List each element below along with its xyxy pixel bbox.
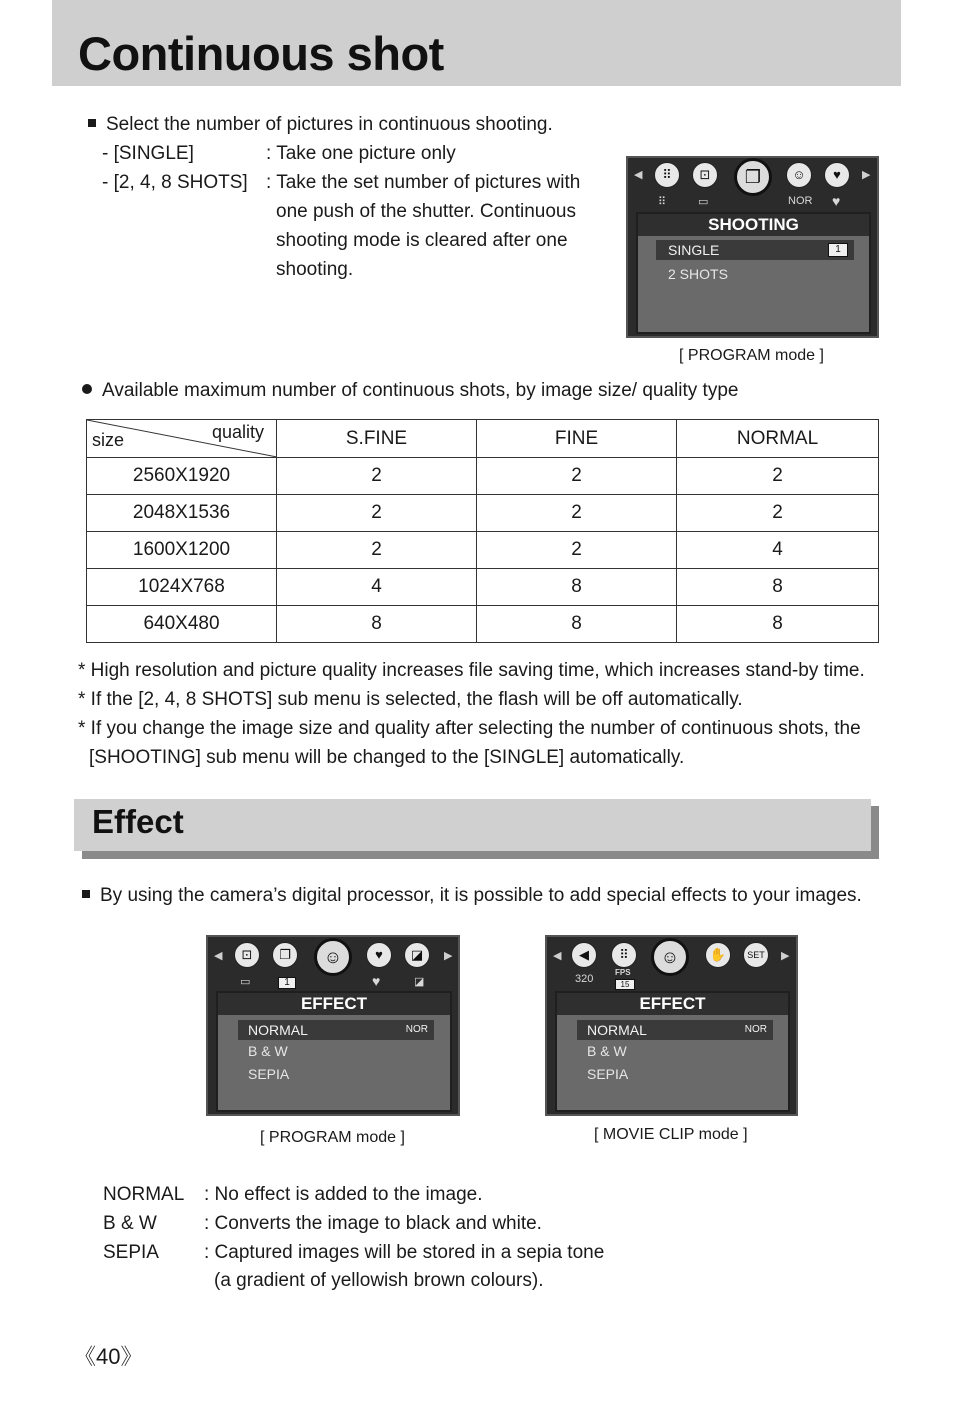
caption-program-mode: [ PROGRAM mode ] bbox=[679, 347, 824, 364]
caption-program-mode: [ PROGRAM mode ] bbox=[260, 1129, 405, 1146]
grid-icon: ⠿ bbox=[611, 942, 637, 968]
available-note: Available maximum number of continuous shots, by image size/ quality type bbox=[82, 376, 738, 405]
value-cell: 8 bbox=[677, 569, 879, 606]
lcd-shooting-screen bbox=[626, 156, 879, 338]
column-header: FINE bbox=[477, 420, 677, 458]
note-line: [SHOOTING] sub menu will be changed to the [SINGLE] automatically. bbox=[89, 747, 685, 768]
column-header: S.FINE bbox=[277, 420, 477, 458]
menu-item-single[interactable] bbox=[656, 240, 854, 260]
value-cell: 2 bbox=[277, 458, 477, 495]
definition-term: SEPIA bbox=[103, 1242, 159, 1263]
menu-item-label: NORMAL bbox=[587, 1022, 647, 1038]
effect-icon: ☺ bbox=[651, 938, 689, 976]
frame-icon: ♥ bbox=[824, 162, 850, 188]
table-row bbox=[87, 606, 879, 643]
page-number: 《40》 bbox=[74, 1344, 143, 1369]
shots-label: - [2, 4, 8 SHOTS] bbox=[102, 172, 248, 193]
voice-icon: ◀ bbox=[571, 942, 597, 968]
value-cell: 2 bbox=[277, 532, 477, 569]
menu-item-normal[interactable] bbox=[577, 1020, 773, 1040]
corner-quality-label: quality bbox=[211, 422, 264, 442]
value-cell: 8 bbox=[277, 606, 477, 643]
focus-icon: ⊡ bbox=[692, 162, 718, 188]
definition-desc-continued: (a gradient of yellowish brown colours). bbox=[214, 1270, 544, 1291]
nor-label: NOR bbox=[788, 195, 813, 207]
fps-value: 15 bbox=[615, 979, 635, 990]
square-bullet-icon bbox=[88, 119, 96, 127]
stabilizer-icon: ✋ bbox=[705, 942, 731, 968]
continuous-shots-table bbox=[86, 419, 879, 643]
menu-title: EFFECT bbox=[218, 993, 450, 1015]
note-line: * If the [2, 4, 8 SHOTS] sub menu is selected, the flash will be off automatically. bbox=[78, 689, 743, 710]
value-cell: 2 bbox=[677, 458, 879, 495]
caption-movie-clip-mode: [ MOVIE CLIP mode ] bbox=[594, 1126, 748, 1143]
table-row bbox=[87, 495, 879, 532]
menu-item-bw[interactable]: B & W bbox=[587, 1043, 627, 1059]
menu-item-sepia[interactable]: SEPIA bbox=[587, 1066, 629, 1082]
value-cell: 2 bbox=[677, 495, 879, 532]
continuous-intro: Select the number of pictures in continuous shooting. bbox=[88, 110, 553, 139]
value-cell: 8 bbox=[477, 569, 677, 606]
menu-item-sepia[interactable]: SEPIA bbox=[248, 1066, 290, 1082]
effect-icon: ☺ bbox=[786, 162, 812, 188]
size-cell: 2560X1920 bbox=[87, 458, 277, 495]
size-cell: 1600X1200 bbox=[87, 532, 277, 569]
square-bullet-icon bbox=[82, 890, 90, 898]
screen-small-icon: ▭ bbox=[698, 196, 709, 208]
menu-item-label: SINGLE bbox=[668, 242, 720, 258]
single-desc: : Take one picture only bbox=[266, 143, 456, 164]
single-badge: 1 bbox=[828, 243, 848, 257]
definition-term: B & W bbox=[103, 1213, 157, 1234]
left-arrow-icon: ◀ bbox=[553, 950, 562, 962]
continuous-shot-icon: ❐ bbox=[734, 158, 772, 196]
definition-desc: : Converts the image to black and white. bbox=[204, 1213, 542, 1234]
definition-desc: : No effect is added to the image. bbox=[204, 1184, 483, 1205]
screen-small-icon: ▭ bbox=[240, 976, 251, 988]
heart-small-icon: ♥ bbox=[832, 193, 841, 209]
menu-item-bw[interactable]: B & W bbox=[248, 1043, 288, 1059]
focus-icon: ⊡ bbox=[234, 942, 260, 968]
frame-icon: ♥ bbox=[366, 942, 392, 968]
right-arrow-icon: ▶ bbox=[781, 950, 790, 962]
sharpness-icon: ◪ bbox=[404, 942, 430, 968]
table-row bbox=[87, 532, 879, 569]
column-header: NORMAL bbox=[677, 420, 879, 458]
heart-small-icon: ♥ bbox=[372, 973, 381, 989]
shots-desc-line: : Take the set number of pictures with bbox=[266, 172, 581, 193]
size-cell: 1024X768 bbox=[87, 569, 277, 606]
left-arrow-icon: ◀ bbox=[634, 169, 643, 181]
definition-term: NORMAL bbox=[103, 1184, 185, 1205]
table-row bbox=[87, 569, 879, 606]
round-bullet-icon bbox=[82, 384, 92, 394]
value-cell: 2 bbox=[477, 495, 677, 532]
size-cell: 640X480 bbox=[87, 606, 277, 643]
continuous-shot-icon: ❐ bbox=[272, 942, 298, 968]
table-row bbox=[87, 458, 879, 495]
left-arrow-icon: ◀ bbox=[214, 950, 223, 962]
sharpness-small-icon: ◪ bbox=[414, 976, 425, 988]
resolution-label: 320 bbox=[575, 973, 594, 985]
effect-intro: By using the camera’s digital processor, it is possible to add special effects to your images. bbox=[82, 881, 862, 910]
single-label: - [SINGLE] bbox=[102, 143, 194, 164]
value-cell: 4 bbox=[277, 569, 477, 606]
fps-label: FPS bbox=[615, 968, 631, 977]
table-header-row bbox=[87, 420, 879, 458]
grid-small-icon: ⠿ bbox=[658, 196, 667, 208]
shots-desc-line: one push of the shutter. Continuous bbox=[276, 201, 576, 222]
right-arrow-icon: ▶ bbox=[444, 950, 453, 962]
note-line: * If you change the image size and quality after selecting the number of continuous shots, the bbox=[78, 718, 861, 739]
value-cell: 4 bbox=[677, 532, 879, 569]
set-icon: SET bbox=[743, 942, 769, 968]
value-cell: 2 bbox=[277, 495, 477, 532]
section-title-effect: Effect bbox=[92, 803, 184, 840]
lcd-effect-program-screen bbox=[206, 935, 460, 1116]
menu-item-normal[interactable] bbox=[238, 1020, 434, 1040]
effect-bar bbox=[74, 799, 871, 851]
lcd-effect-movie-screen bbox=[545, 935, 798, 1116]
page-title: Continuous shot bbox=[78, 27, 444, 80]
definition-desc: : Captured images will be stored in a sepia tone bbox=[204, 1242, 605, 1263]
menu-title: SHOOTING bbox=[638, 214, 869, 236]
menu-item-label: NORMAL bbox=[248, 1022, 308, 1038]
shots-desc-line: shooting mode is cleared after one bbox=[276, 230, 568, 251]
value-cell: 2 bbox=[477, 458, 677, 495]
value-cell: 8 bbox=[477, 606, 677, 643]
note-line: * High resolution and picture quality increases file saving time, which increases stand-by time. bbox=[78, 660, 865, 681]
nor-label: NOR bbox=[405, 1024, 428, 1035]
menu-title: EFFECT bbox=[557, 993, 788, 1015]
single-badge: 1 bbox=[278, 977, 296, 989]
right-arrow-icon: ▶ bbox=[862, 169, 871, 181]
value-cell: 2 bbox=[477, 532, 677, 569]
value-cell: 8 bbox=[677, 606, 879, 643]
shots-desc-line: shooting. bbox=[276, 259, 354, 280]
grid-icon: ⠿ bbox=[654, 162, 680, 188]
menu-item-2-shots[interactable]: 2 SHOTS bbox=[668, 266, 728, 282]
size-cell: 2048X1536 bbox=[87, 495, 277, 532]
effect-icon: ☺ bbox=[314, 938, 352, 976]
corner-size-label: size bbox=[92, 430, 125, 450]
nor-label: NOR bbox=[744, 1024, 767, 1035]
corner-cell bbox=[87, 420, 277, 458]
